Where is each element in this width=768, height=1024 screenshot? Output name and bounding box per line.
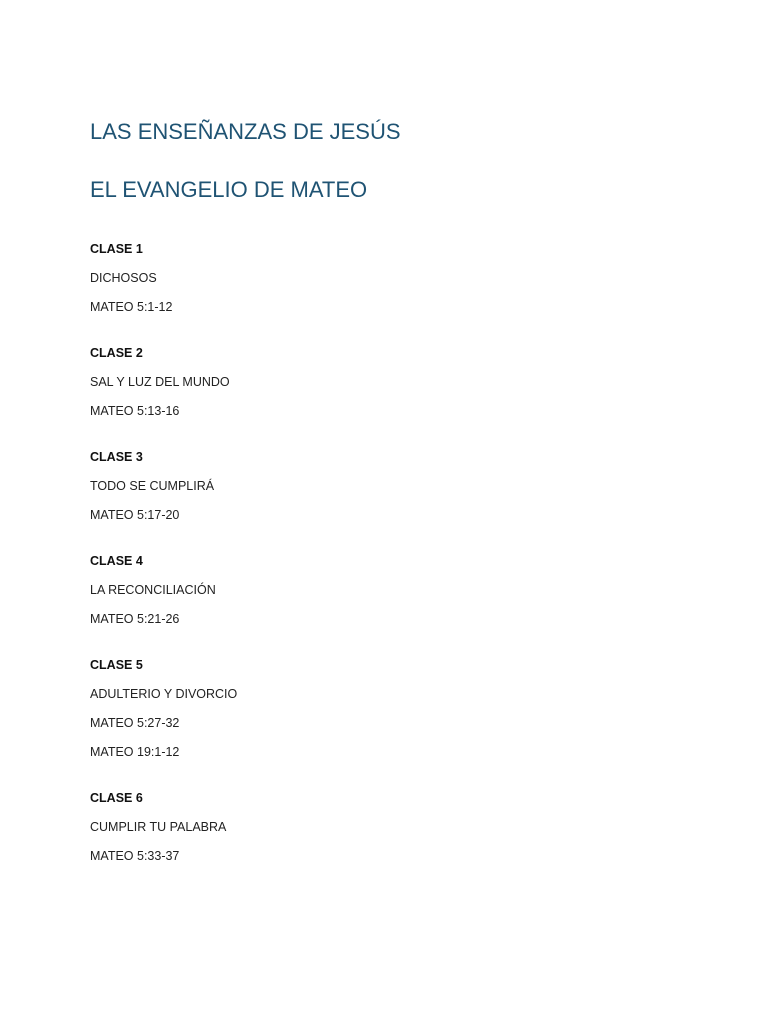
class-heading: CLASE 1 (90, 242, 143, 256)
class-block-5 (90, 657, 690, 761)
class-topic: CUMPLIR TU PALABRA (90, 820, 227, 834)
class-block-6 (90, 790, 690, 865)
document-subtitle: EL EVANGELIO DE MATEO (90, 177, 368, 202)
class-block-3 (90, 449, 690, 524)
class-reference: MATEO 5:27-32 (90, 716, 180, 730)
class-topic: ADULTERIO Y DIVORCIO (90, 687, 238, 701)
class-block-4 (90, 553, 690, 628)
class-block-1 (90, 241, 690, 316)
class-list (90, 241, 690, 865)
class-heading: CLASE 6 (90, 791, 143, 805)
class-heading: CLASE 4 (90, 554, 143, 568)
class-reference: MATEO 5:17-20 (90, 508, 180, 522)
class-heading: CLASE 3 (90, 450, 143, 464)
class-topic: DICHOSOS (90, 271, 157, 285)
class-heading: CLASE 2 (90, 346, 143, 360)
class-reference: MATEO 5:13-16 (90, 404, 180, 418)
class-reference: MATEO 5:33-37 (90, 849, 180, 863)
class-block-2 (90, 345, 690, 420)
document-title: LAS ENSEÑANZAS DE JESÚS (90, 119, 401, 144)
class-reference: MATEO 5:21-26 (90, 612, 180, 626)
class-reference: MATEO 5:1-12 (90, 300, 173, 314)
class-topic: TODO SE CUMPLIRÁ (90, 479, 215, 493)
class-topic: LA RECONCILIACIÓN (90, 583, 216, 597)
class-reference: MATEO 19:1-12 (90, 745, 180, 759)
class-heading: CLASE 5 (90, 658, 143, 672)
class-topic: SAL Y LUZ DEL MUNDO (90, 375, 230, 389)
